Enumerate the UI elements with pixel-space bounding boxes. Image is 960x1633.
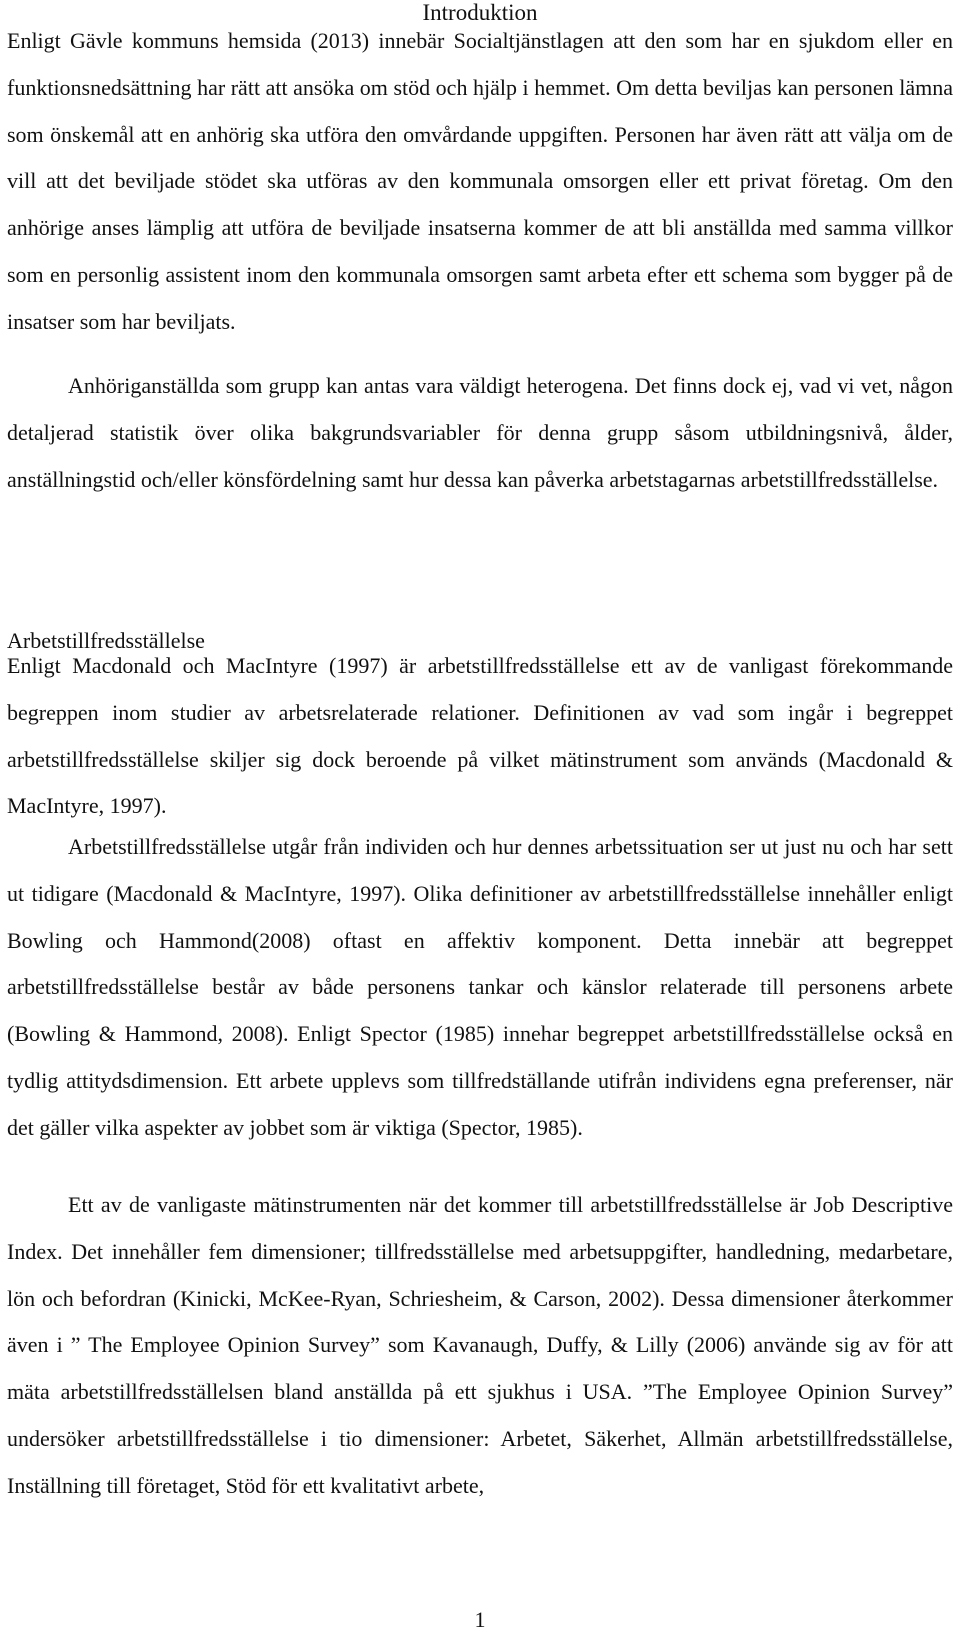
paragraph-section-3: Ett av de vanligaste mätinstrumenten när det kommer till arbetstillfredsställelse är Job Descriptive Index. Det innehåller fem dimensioner; tillfredsställelse med arbetsuppgifter, handledning, medarbetare, lön och befordran (Kinicki, McKee-Ryan, Schriesheim, & Carson, 2002). Dessa dimensioner återkommer även i ” The Employee Opinion Survey” som Kavanaugh, Duffy, & Lilly (2006) använde sig av för att mäta arbetstillfredsställelsen bland anställda på ett sjukhus i USA. ”The Employee Opinion Survey” undersöker arbetstillfredsställelse i tio dimensioner: Arbetet, Säkerhet, Allmän arbetstillfredsställelse, Inställning till företaget, Stöd för ett kvalitativt arbete, [7, 1192, 953, 1498]
paragraph-section-2: Arbetstillfredsställelse utgår från individen och hur dennes arbetssituation ser ut just nu och har sett ut tidigare (Macdonald & MacIntyre, 1997). Olika definitioner av arbetstillfredsställelse innehåller enligt Bowling och Hammond(2008) oftast en affektiv komponent. Detta innebär att begreppet arbetstillfredsställelse består av både personens tankar och känslor relaterade till personens arbete (Bowling & Hammond, 2008). Enligt Spector (1985) innehar begreppet arbetstillfredsställelse också en tydlig attitydsdimension. Ett arbete upplevs som tillfredställande utifrån individens egna preferenser, när det gäller vilka aspekter av jobbet som är viktiga (Spector, 1985). [7, 834, 953, 1140]
paragraph-intro-1: Enligt Gävle kommuns hemsida (2013) innebär Socialtjänstlagen att den som har en sjukdom eller en funktionsnedsättning har rätt att ansöka om stöd och hjälp i hemmet. Om detta beviljas kan personen lämna som önskemål att en anhörig ska utföra den omvårdande uppgiften. Personen har även rätt att välja om de vill att det beviljade stödet ska utföras av den kommunala omsorgen eller ett privat företag. Om den anhörige anses lämplig att utföra de beviljade insatserna kommer de att bli anställda med samma villkor som en personlig assistent inom den kommunala omsorgen samt arbeta efter ett schema som bygger på de insatser som har beviljats. [7, 28, 953, 334]
section-title-arbetstillfredsstallelse: Arbetstillfredsställelse [7, 628, 205, 653]
paragraph-intro-2: Anhöriganställda som grupp kan antas vara väldigt heterogena. Det finns dock ej, vad vi vet, någon detaljerad statistik över olika bakgrundsvariabler för denna grupp såsom utbildningsnivå, ålder, anställningstid och/eller könsfördelning samt hur dessa kan påverka arbetstagarnas arbetstillfredsställelse. [7, 373, 953, 492]
paragraph-section-1: Enligt Macdonald och MacIntyre (1997) är arbetstillfredsställelse ett av de vanligast förekommande begreppen inom studier av arbetsrelaterade relationer. Definitionen av vad som ingår i begreppet arbetstillfredsställelse skiljer sig dock beroende på vilket mätinstrument som används (Macdonald & MacIntyre, 1997). [7, 653, 953, 819]
section-title-introduktion: Introduktion [422, 0, 538, 25]
page-number: 1 [474, 1607, 486, 1632]
